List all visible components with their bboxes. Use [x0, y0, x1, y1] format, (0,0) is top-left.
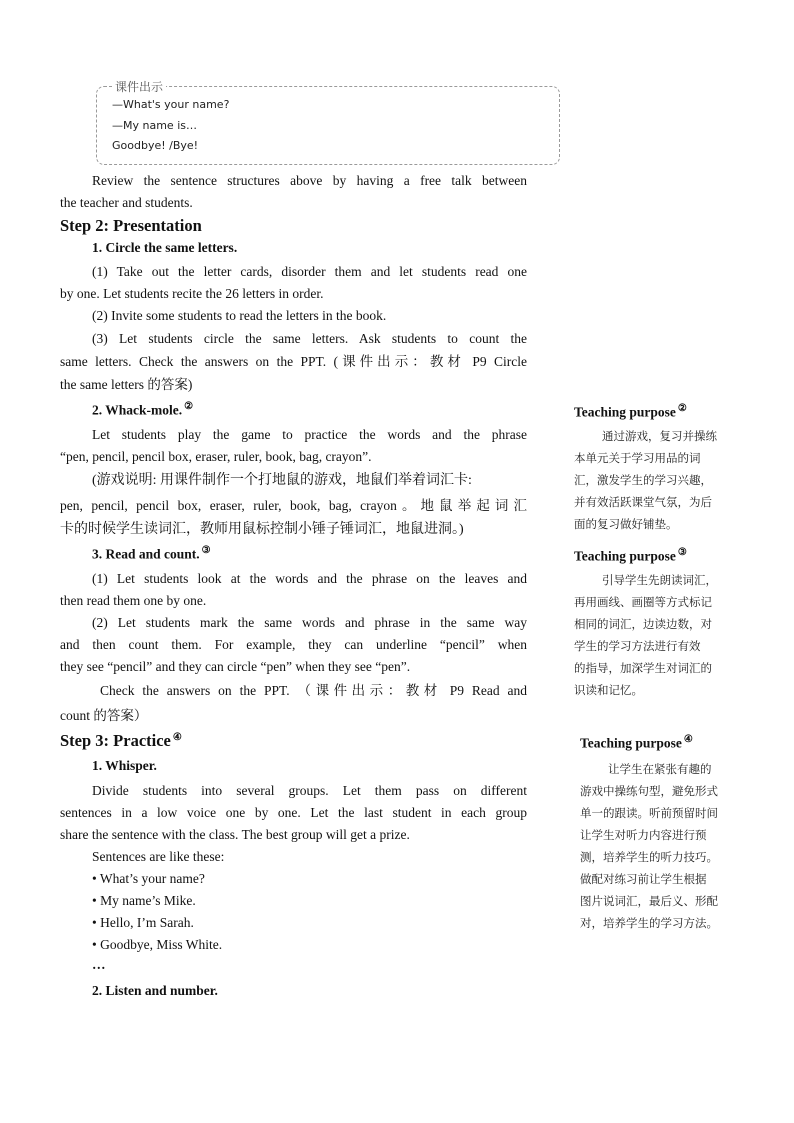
teaching-purpose-title: Teaching purpose ④: [580, 734, 693, 751]
courseware-line: Goodbye! /Bye!: [112, 139, 199, 152]
footnote-mark: ③: [201, 545, 211, 556]
list-item: • Hello, I’m Sarah.: [92, 915, 194, 930]
paragraph: sentences in a low voice one by one. Let the last student in each group: [60, 805, 527, 820]
courseware-line: —What's your name?: [112, 98, 230, 111]
courseware-box-label: 课件出示: [112, 78, 166, 95]
footnote-mark: ③: [677, 547, 687, 558]
list-item: • My name’s Mike.: [92, 893, 196, 908]
review-text: the teacher and students.: [60, 195, 193, 210]
teaching-purpose-body: 引导学生先朗读词汇， 再用画线、画圈等方式标记 相同的词汇，边读边数，对 学生的学习方法进行有效 的指导，加深学生对词汇的 识读和记忆。: [574, 573, 717, 697]
sec-whack-heading: 2. Whack-mole. ②: [92, 401, 194, 418]
paragraph: (3) Let students circle the same letters. Ask students to count the: [92, 331, 527, 346]
sec-listen-heading: 2. Listen and number.: [92, 983, 218, 998]
paragraph: same letters. Check the answers on the PPT. (课件出示：教材 P9 Circle: [60, 354, 527, 369]
teaching-purpose-title: Teaching purpose ②: [574, 403, 687, 420]
footnote-mark: ②: [677, 403, 687, 414]
footnote-mark: ④: [172, 731, 182, 743]
sec-circle-heading: 1. Circle the same letters.: [92, 240, 238, 255]
paragraph: pen, pencil, pencil box, eraser, ruler, book, bag, crayon。地鼠举起词汇: [60, 498, 527, 513]
review-text: Review the sentence structures above by having a free talk between: [92, 173, 527, 188]
paragraph: (2) Let students mark the same words and phrase in the same way: [92, 615, 527, 630]
paragraph: Check the answers on the PPT. （课件出示：教材 P9 Read and: [100, 683, 527, 698]
step3-heading: Step 3: Practice ④: [60, 731, 182, 750]
paragraph: by one. Let students recite the 26 letters in order.: [60, 286, 324, 301]
paragraph: they see “pencil” and they can circle “pen” when they see “pen”.: [60, 659, 411, 674]
paragraph: (1) Let students look at the words and the phrase on the leaves and: [92, 571, 527, 586]
paragraph: “pen, pencil, pencil box, eraser, ruler, book, bag, crayon”.: [60, 449, 372, 464]
courseware-line: —My name is…: [112, 119, 197, 132]
teaching-purpose-body: 通过游戏，复习并操练 本单元关于学习用品的词 汇，激发学生的学习兴趣， 并有效活跃课堂气氛，为后 面的复习做好铺垫。: [574, 429, 717, 531]
list-item: • Goodbye, Miss White.: [92, 937, 223, 952]
step2-heading: Step 2: Presentation: [60, 216, 202, 235]
paragraph: count 的答案）: [60, 708, 148, 723]
paragraph: 卡的时候学生读词汇，教师用鼠标控制小锤子锤词汇，地鼠进洞。): [60, 522, 464, 537]
sec-whisper-heading: 1. Whisper.: [92, 758, 157, 773]
sec-read-count-heading: 3. Read and count. ③: [92, 545, 211, 562]
paragraph: (1) Take out the letter cards, disorder them and let students read one: [92, 264, 527, 279]
teaching-purpose-title: Teaching purpose ③: [574, 547, 687, 564]
paragraph: (游戏说明: 用课件制作一个打地鼠的游戏，地鼠们举着词汇卡:: [92, 473, 472, 488]
paragraph: and then count them. For example, they can underline “pencil” when: [60, 637, 527, 652]
paragraph: (2) Invite some students to read the letters in the book.: [92, 308, 387, 323]
footnote-mark: ④: [683, 734, 693, 745]
paragraph: share the sentence with the class. The best group will get a prize.: [60, 827, 410, 842]
footnote-mark: ②: [184, 401, 194, 412]
paragraph: the same letters 的答案): [60, 377, 193, 392]
teaching-purpose-body: 让学生在紧张有趣的 游戏中操练句型，避免形式 单一的跟读。听前预留时间 让学生对听力内容进行预 测，培养学生的听力技巧。 做配对练习前让学生根据 图片说词汇，最后义、形配 对，培养学生的学习方法。: [580, 762, 718, 930]
list-item: • What’s your name?: [92, 871, 205, 886]
paragraph: then read them one by one.: [60, 593, 207, 608]
paragraph: Let students play the game to practice the words and the phrase: [92, 427, 527, 442]
paragraph: Divide students into several groups. Let them pass on different: [92, 783, 527, 798]
paragraph: Sentences are like these:: [92, 849, 225, 864]
ellipsis: …: [92, 957, 106, 972]
